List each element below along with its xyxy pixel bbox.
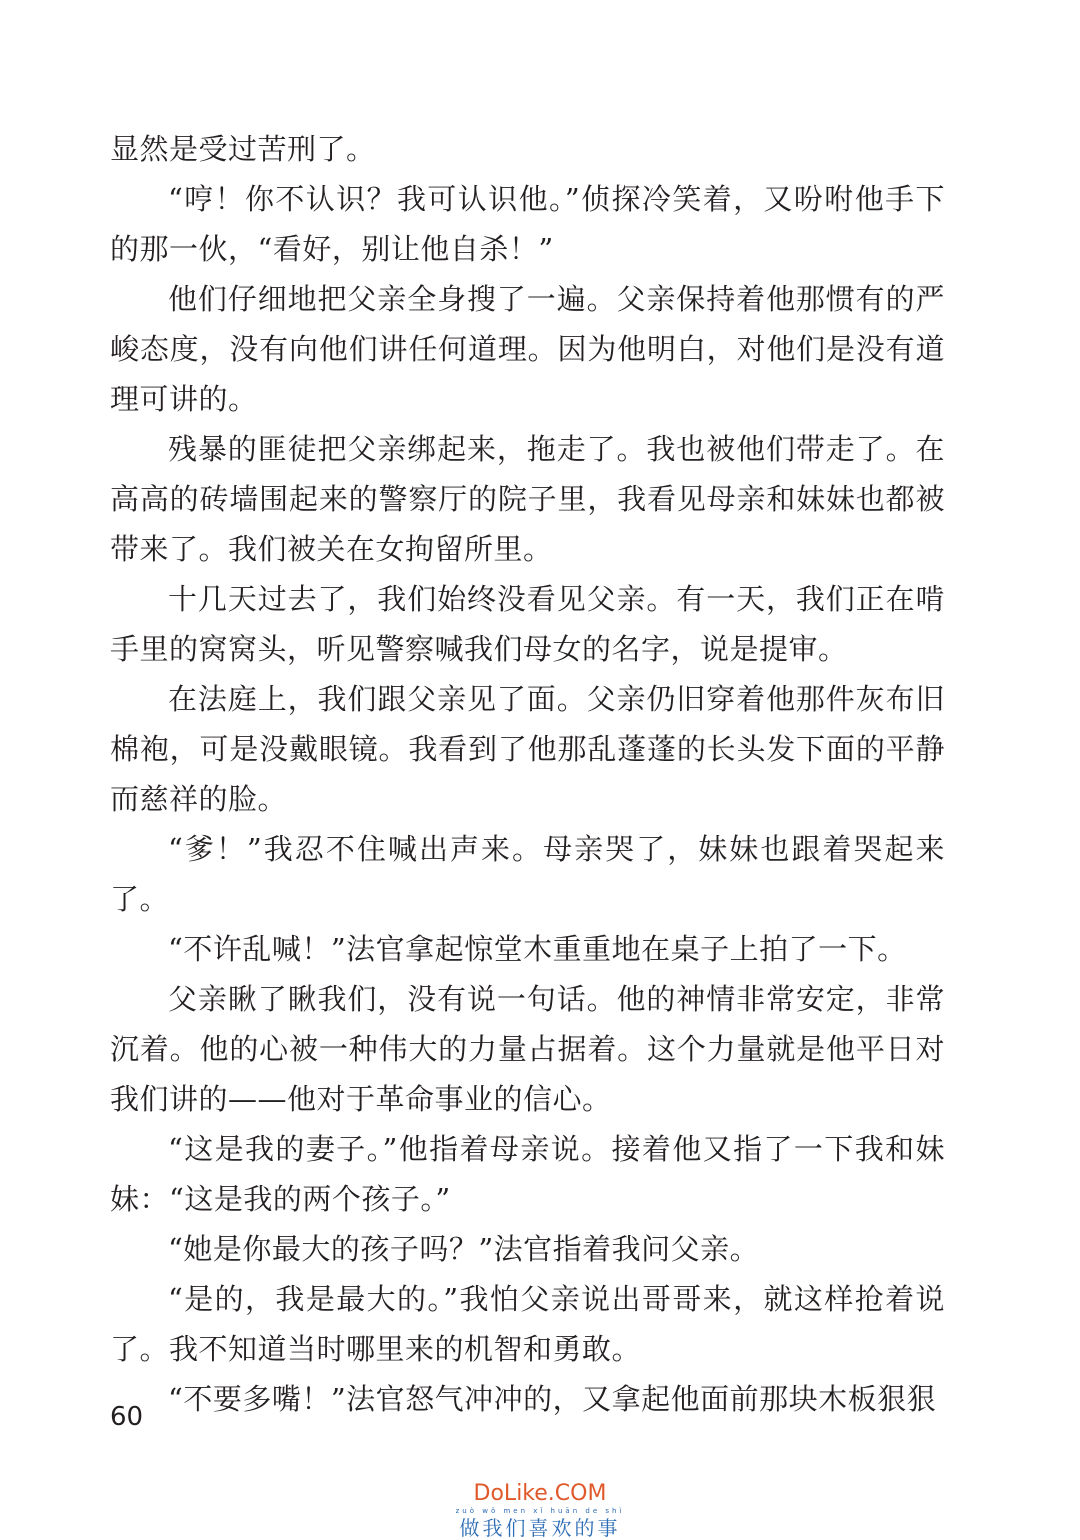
paragraph-4: 残暴的匪徒把父亲绑起来，拖走了。我也被他们带走了。在高高的砖墙围起来的警察厅的院子里，我看见母亲和妹妹也都被带来了。我们被关在女拘留所里。 [110,432,945,566]
paragraph-8: “不许乱喊！”法官拿起惊堂木重重地在桌子上拍了一下。 [168,932,907,966]
paragraph-6: 在法庭上，我们跟父亲见了面。父亲仍旧穿着他那件灰布旧棉袍，可是没戴眼镜。我看到了他那乱蓬蓬的长头发下面的平静而慈祥的脸。 [110,682,945,816]
paragraph-9: 父亲瞅了瞅我们，没有说一句话。他的神情非常安定，非常沉着。他的心被一种伟大的力量占据着。这个力量就是他平日对我们讲的——他对于革命事业的信心。 [110,982,945,1116]
page-text [110,124,945,1424]
paragraph-2: “哼！你不认识？我可认识他。”侦探冷笑着，又吩咐他手下的那一伙，“看好，别让他自杀！” [110,182,945,266]
paragraph-10: “这是我的妻子。”他指着母亲说。接着他又指了一下我和妹妹：“这是我的两个孩子。” [110,1132,945,1216]
watermark-slogan: 做我们喜欢的事 [459,1516,621,1540]
watermark-domain: DoLike.COM [473,1481,607,1506]
watermark-logo [440,1482,640,1540]
paragraph-12: “是的，我是最大的。”我怕父亲说出哥哥来，就这样抢着说了。我不知道当时哪里来的机智和勇敢。 [110,1282,945,1366]
watermark-pinyin: zuò wǒ men xǐ huān de shì [455,1507,625,1515]
paragraph-11: “她是你最大的孩子吗？”法官指着我问父亲。 [168,1232,760,1266]
paragraph-3: 他们仔细地把父亲全身搜了一遍。父亲保持着他那惯有的严峻态度，没有向他们讲任何道理。因为他明白，对他们是没有道理可讲的。 [110,282,945,416]
paragraph-1: 显然是受过苦刑了。 [110,132,376,166]
paragraph-13: “不要多嘴！”法官怒气冲冲的，又拿起他面前那块木板狠狠 [168,1382,937,1416]
paragraph-7: “爹！”我忍不住喊出声来。母亲哭了，妹妹也跟着哭起来了。 [110,832,945,916]
page-number: 60 [110,1402,144,1432]
paragraph-5: 十几天过去了，我们始终没看见父亲。有一天，我们正在啃手里的窝窝头，听见警察喊我们母女的名字，说是提审。 [110,582,945,666]
